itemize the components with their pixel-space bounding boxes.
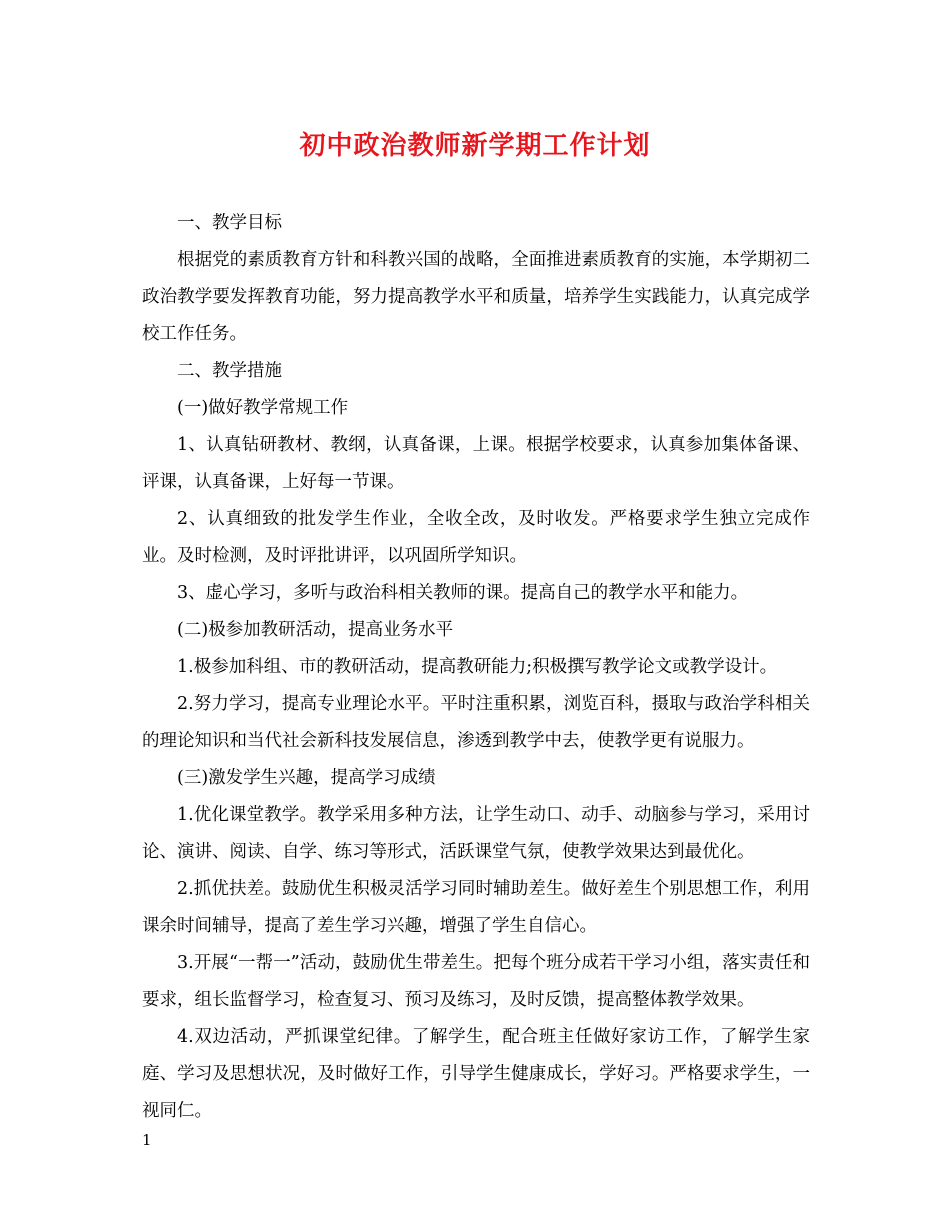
- paragraph-14: 3.开展“一帮一”活动，鼓励优生带差生。把每个班分成若干学习小组，落实责任和要求，组长监督学习，检查复习、预习及练习，及时反馈，提高整体教学效果。: [142, 953, 810, 1010]
- document-body: [142, 205, 810, 1130]
- paragraph-4: (一)做好教学常规工作: [177, 398, 349, 418]
- paragraph-13: 2.抓优扶差。鼓励优生积极灵活学习同时辅助差生。做好差生个别思想工作，利用课余时间辅导，提高了差生学习兴趣，增强了学生自信心。: [142, 879, 810, 936]
- paragraph-1: 一、教学目标: [177, 213, 282, 233]
- paragraph-3: 二、教学措施: [177, 361, 282, 381]
- paragraph-6: 2、认真细致的批发学生作业，全收全改，及时收发。严格要求学生独立完成作业。及时检测，及时评批讲评，以巩固所学知识。: [142, 509, 810, 566]
- paragraph-12: 1.优化课堂教学。教学采用多种方法，让学生动口、动手、动脑参与学习，采用讨论、演讲、阅读、自学、练习等形式，活跃课堂气氛，使教学效果达到最优化。: [142, 805, 810, 862]
- document-title: 初中政治教师新学期工作计划: [299, 131, 651, 161]
- paragraph-5: 1、认真钻研教材、教纲，认真备课，上课。根据学校要求，认真参加集体备课、评课，认真备课，上好每一节课。: [142, 435, 810, 492]
- paragraph-8: (二)极参加教研活动，提高业务水平: [177, 620, 454, 640]
- paragraph-2: 根据党的素质教育方针和科教兴国的战略，全面推进素质教育的实施，本学期初二政治教学要发挥教育功能，努力提高教学水平和质量，培养学生实践能力，认真完成学校工作任务。: [142, 250, 810, 344]
- paragraph-7: 3、虚心学习，多听与政治科相关教师的课。提高自己的教学水平和能力。: [177, 583, 749, 603]
- paragraph-10: 2.努力学习，提高专业理论水平。平时注重积累，浏览百科，摄取与政治学科相关的理论知识和当代社会新科技发展信息，渗透到教学中去，使教学更有说服力。: [142, 694, 810, 751]
- page-number: 1: [142, 1131, 152, 1149]
- paragraph-15: 4.双边活动，严抓课堂纪律。了解学生，配合班主任做好家访工作，了解学生家庭、学习及思想状况，及时做好工作，引导学生健康成长，学好习。严格要求学生，一视同仁。: [142, 1027, 810, 1121]
- paragraph-9: 1.极参加科组、市的教研活动，提高教研能力;积极撰写教学论文或教学设计。: [177, 657, 778, 677]
- paragraph-11: (三)激发学生兴趣，提高学习成绩: [177, 768, 436, 788]
